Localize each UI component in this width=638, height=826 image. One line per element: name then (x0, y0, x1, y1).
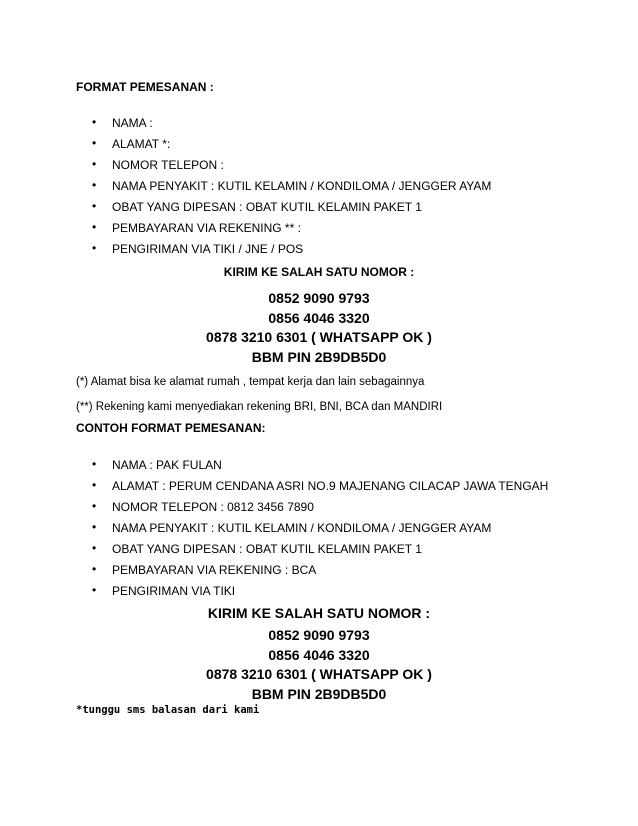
example-item-shipping: PENGIRIMAN VIA TIKI (112, 584, 236, 598)
bullet-icon: • (92, 583, 97, 597)
contact-title: KIRIM KE SALAH SATU NOMOR : (223, 265, 415, 279)
bullet-icon: • (92, 115, 97, 129)
contact-bbm: BBM PIN 2B9DB5D0 (251, 686, 387, 702)
bullet-icon: • (92, 541, 97, 555)
format-item-phone: NOMOR TELEPON : (112, 158, 224, 172)
example-item-disease: NAMA PENYAKIT : KUTIL KELAMIN / KONDILOMA / JENGGER AYAM (112, 521, 492, 535)
contact-title: KIRIM KE SALAH SATU NOMOR : (207, 605, 431, 621)
contact-bbm: BBM PIN 2B9DB5D0 (251, 349, 387, 365)
example-item-name: NAMA : PAK FULAN (112, 458, 222, 472)
bullet-icon: • (92, 457, 97, 471)
format-item-payment: PEMBAYARAN VIA REKENING ** : (112, 221, 301, 235)
example-title: CONTOH FORMAT PEMESANAN: (76, 421, 266, 435)
format-item-name: NAMA : (112, 116, 153, 130)
bullet-icon: • (92, 499, 97, 513)
bullet-icon: • (92, 562, 97, 576)
note-address: (*) Alamat bisa ke alamat rumah , tempat kerja dan lain sebagainnya (76, 376, 425, 388)
example-item-phone: NOMOR TELEPON : 0812 3456 7890 (112, 500, 314, 514)
contact-phone-3: 0878 3210 6301 ( WHATSAPP OK ) (206, 329, 432, 345)
format-item-disease: NAMA PENYAKIT : KUTIL KELAMIN / KONDILOMA / JENGGER AYAM (112, 179, 492, 193)
bullet-icon: • (92, 220, 97, 234)
note-bank: (**) Rekening kami menyediakan rekening BRI, BNI, BCA dan MANDIRI (76, 401, 443, 413)
bullet-icon: • (92, 157, 97, 171)
bullet-icon: • (92, 478, 97, 492)
format-title: FORMAT PEMESANAN : (76, 80, 214, 94)
bullet-icon: • (92, 199, 97, 213)
footer-note: *tunggu sms balasan dari kami (76, 704, 260, 716)
format-item-medicine: OBAT YANG DIPESAN : OBAT KUTIL KELAMIN PAKET 1 (112, 200, 422, 214)
contact-phone-1: 0852 9090 9793 (268, 627, 370, 643)
format-item-address: ALAMAT *: (112, 137, 171, 151)
bullet-icon: • (92, 241, 97, 255)
example-item-medicine: OBAT YANG DIPESAN : OBAT KUTIL KELAMIN PAKET 1 (112, 542, 422, 556)
contact-phone-2: 0856 4046 3320 (268, 647, 370, 663)
contact-phone-3: 0878 3210 6301 ( WHATSAPP OK ) (206, 666, 432, 682)
contact-phone-2: 0856 4046 3320 (268, 310, 370, 326)
contact-phone-1: 0852 9090 9793 (268, 290, 370, 306)
format-item-shipping: PENGIRIMAN VIA TIKI / JNE / POS (112, 242, 304, 256)
example-item-payment: PEMBAYARAN VIA REKENING : BCA (112, 563, 317, 577)
bullet-icon: • (92, 520, 97, 534)
example-item-address: ALAMAT : PERUM CENDANA ASRI NO.9 MAJENANG CILACAP JAWA TENGAH (112, 479, 549, 493)
bullet-icon: • (92, 136, 97, 150)
bullet-icon: • (92, 178, 97, 192)
